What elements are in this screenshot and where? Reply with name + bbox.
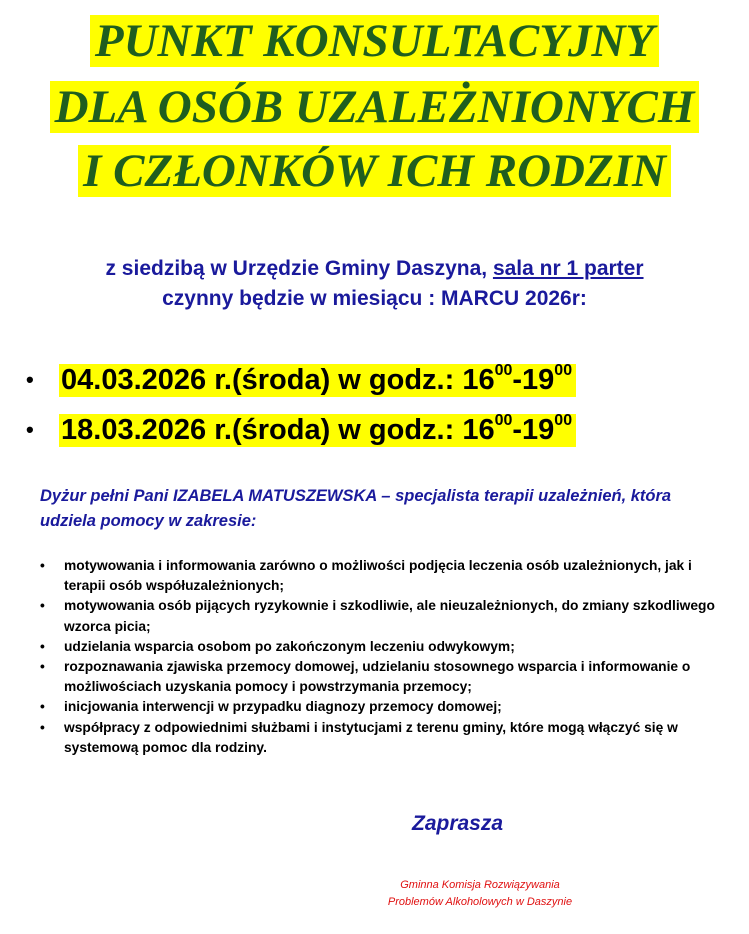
room-info: sala nr 1 parter <box>492 257 644 280</box>
date-text: 18.03.2026 r.(środa) w godz.: $16^{00}-19^{00}$ <box>59 414 576 447</box>
bullet-icon: • <box>26 367 34 392</box>
bullet-icon: • <box>40 659 45 675</box>
list-item: • udzielania wsparcia osobom po zakończonym leczeniu odwykowym; <box>40 637 715 657</box>
bullet-icon: • <box>40 699 45 715</box>
signature-line-2: Problemów Alkoholowych w Daszynie <box>387 896 573 908</box>
title-line-3: I CZŁONKÓW ICH RODZIN <box>0 146 749 196</box>
list-item: • inicjowania interwencji w przypadku diagnozy przemocy domowej; <box>40 697 715 717</box>
bullet-icon: • <box>40 558 45 573</box>
invitation-text: Zaprasza <box>412 812 504 835</box>
bullet-icon: • <box>40 719 45 735</box>
tasks-list <box>40 556 715 758</box>
bullet-icon: • <box>26 417 34 442</box>
date-item <box>26 410 576 450</box>
list-item: • motywowania osób pijących ryzykownie i szkodliwie, ale nieuzależnionych, do zmiany szkodliwego wzorca picia; <box>40 598 715 634</box>
duty-paragraph: Dyżur pełni Pani IZABELA MATUSZEWSKA – specjalista terapii uzależnień, która udziela pomocy w zakresie: <box>40 487 672 530</box>
title-line-2: DLA OSÓB UZALEŻNIONYCH <box>0 82 749 132</box>
dates-list <box>26 360 576 460</box>
signature-line-1: Gminna Komisja Rozwiązywania <box>400 879 560 891</box>
location-line-2: czynny będzie w miesiącu : MARCU 2026r: <box>162 287 587 310</box>
bullet-icon: • <box>40 598 45 614</box>
signature-block <box>360 877 600 911</box>
title-line-1: PUNKT KONSULTACYJNY <box>0 16 749 66</box>
location-line-1: z siedzibą w Urzędzie Gminy Daszyna, sala nr 1 parter <box>105 257 644 280</box>
date-item <box>26 360 576 400</box>
date-text: 04.03.2026 r.(środa) w godz.: $16^{00}-19^{00}$ <box>59 364 576 397</box>
list-item: • współpracy z odpowiednimi służbami i instytucjami z terenu gminy, które mogą włączyć się w systemową pomoc dla rodziny. <box>40 719 678 755</box>
list-item: • rozpoznawania zjawiska przemocy domowej, udzielaniu stosownego wsparcia i informowanie o możliwościach uzyskania pomocy i powstrzymania przemocy; <box>40 659 691 695</box>
bullet-icon: • <box>40 638 45 654</box>
list-item: • motywowania i informowania zarówno o możliwości podjęcia leczenia osób uzależnionych, jak i terapii osób współuzależnionych; <box>40 558 692 594</box>
